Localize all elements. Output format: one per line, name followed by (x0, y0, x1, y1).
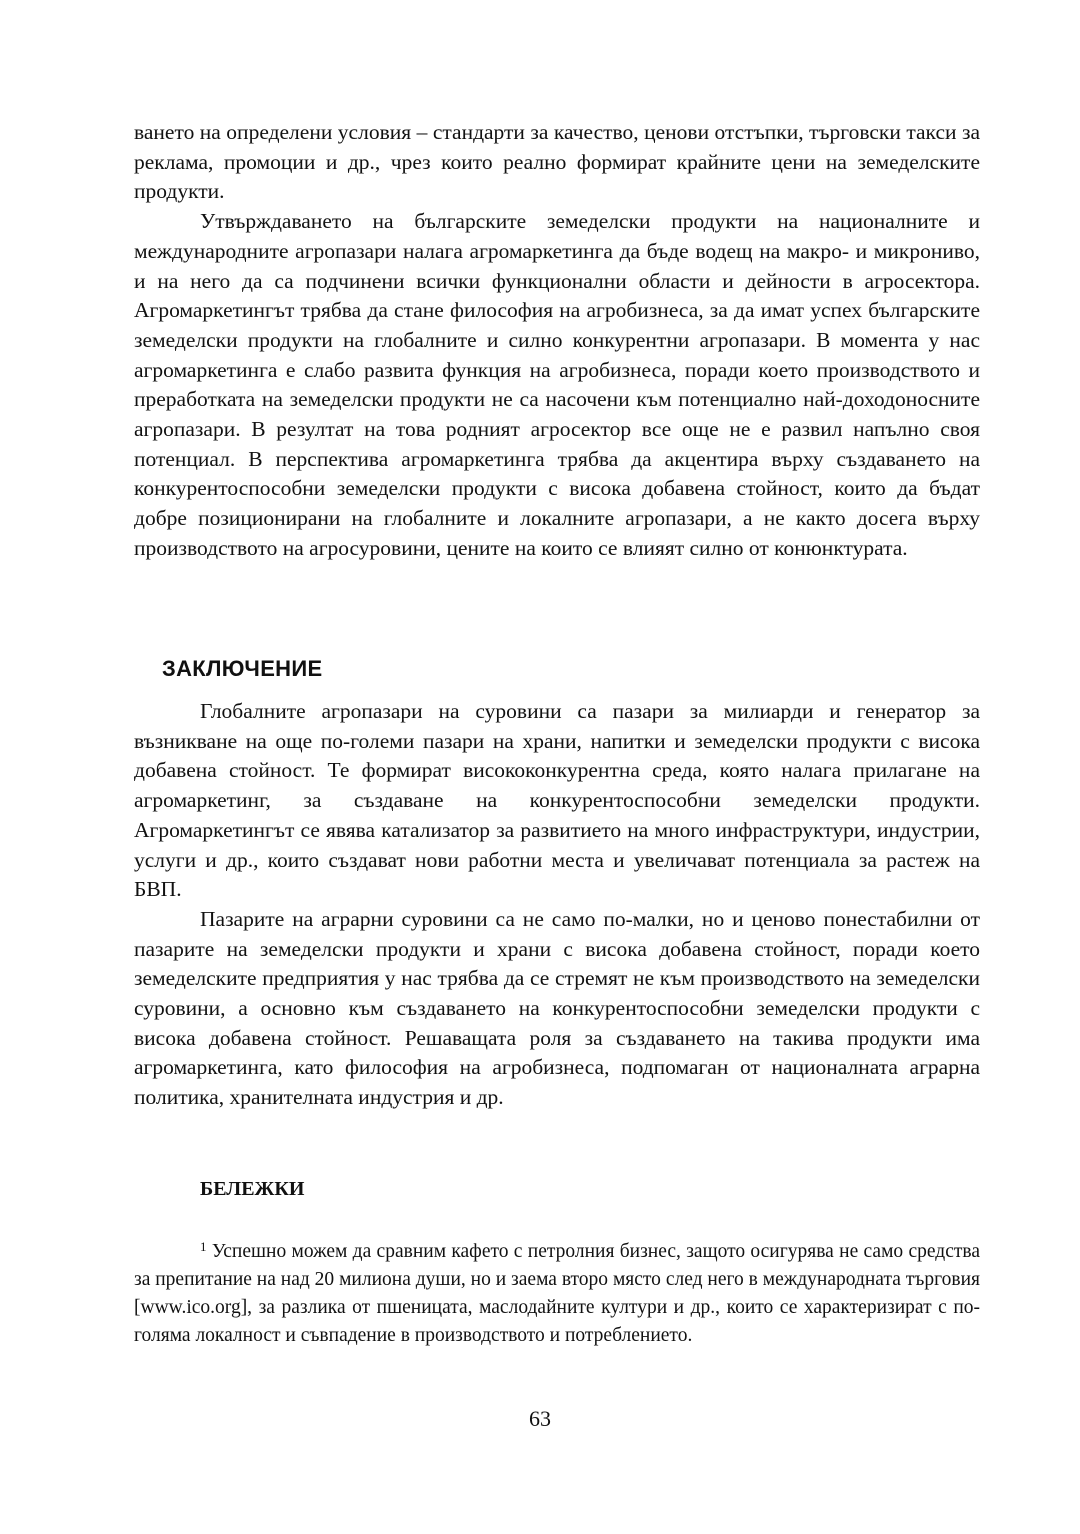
footnote-text: Успешно можем да сравним кафето с петролния бизнес, защото осигурява не само средства за препитание на над 20 милиона души, но и заема второ място след него в международната търговия [www.ico.org], за разлика от пшеницата, маслодайните култури и др., които се характеризират с по-голяма локалност и съвпадение в производството и потреблението. (134, 1241, 980, 1346)
body-text (134, 118, 980, 564)
footnote-marker: 1 (200, 1239, 207, 1254)
conclusion-paragraph-2: Пазарите на аграрни суровини са не само по-малки, но и ценово понестабилни от пазарите на земеделски продукти и храни с висока добавена стойност, поради което земеделските предприятия у нас трябва да се стремят не към производството на земеделски суровини, а основно към създаването на конкурентоспособни земеделски продукти с висока добавена стойност. Решаващата роля за създаването на такива продукти има агромаркетинга, като философия на агробизнеса, подпомаган от националната аграрна политика, хранителната индустрия и др. (134, 906, 980, 1110)
paragraph-agromarketing: Утвърждаването на българските земеделски продукти на националните и международните агропазари налага агромаркетинга да бъде водещ на макро- и микрониво, и на него да са подчинени всички функционални области и дейности в агросектора. Агромаркетингът трябва да стане философия на агробизнеса, за да имат успех българските земеделски продукти на глобалните и силно конкурентни агропазари. В момента у нас агромаркетинга е слабо развита функция на агробизнеса, поради което производството и преработката на земеделски продукти не са насочени към потенциално най-доходоносните агропазари. В резултат на това родният агросектор все още не е развил напълно своя потенциал. В перспектива агромаркетинга трябва да акцентира върху създаването на конкурентоспособни земеделски продукти с висока добавена стойност, които да бъдат добре позиционирани на глобалните и локалните агропазари, а не както досега върху производството на агросуровини, цените на които се влияят силно от конюнктурата. (134, 209, 980, 560)
paragraph-continued: ването на определени условия – стандарти за качество, ценови отстъпки, търговски такси за реклама, промоции и др., чрез които реално формират крайните цени на земеделските продукти. (134, 120, 980, 204)
notes-heading: БЕЛЕЖКИ (200, 1178, 305, 1200)
conclusion-text (134, 697, 980, 1113)
conclusion-heading: ЗАКЛЮЧЕНИЕ (162, 656, 323, 681)
page-number: 63 (529, 1406, 551, 1431)
footnote (134, 1238, 980, 1350)
conclusion-paragraph-1: Глобалните агропазари на суровини са пазари за милиарди и генератор за възникване на още по-големи пазари на храни, напитки и земеделски продукти с висока добавена стойност. Те формират висококонкурентна среда, която налага прилагане на агромаркетинг, за създаване на конкурентоспособни земеделски продукти. Агромаркетингът се явява катализатор за развитието на много инфраструктури, индустрии, услуги и др., които създават нови работни места и увеличават потенциала за растеж на БВП. (134, 699, 980, 902)
